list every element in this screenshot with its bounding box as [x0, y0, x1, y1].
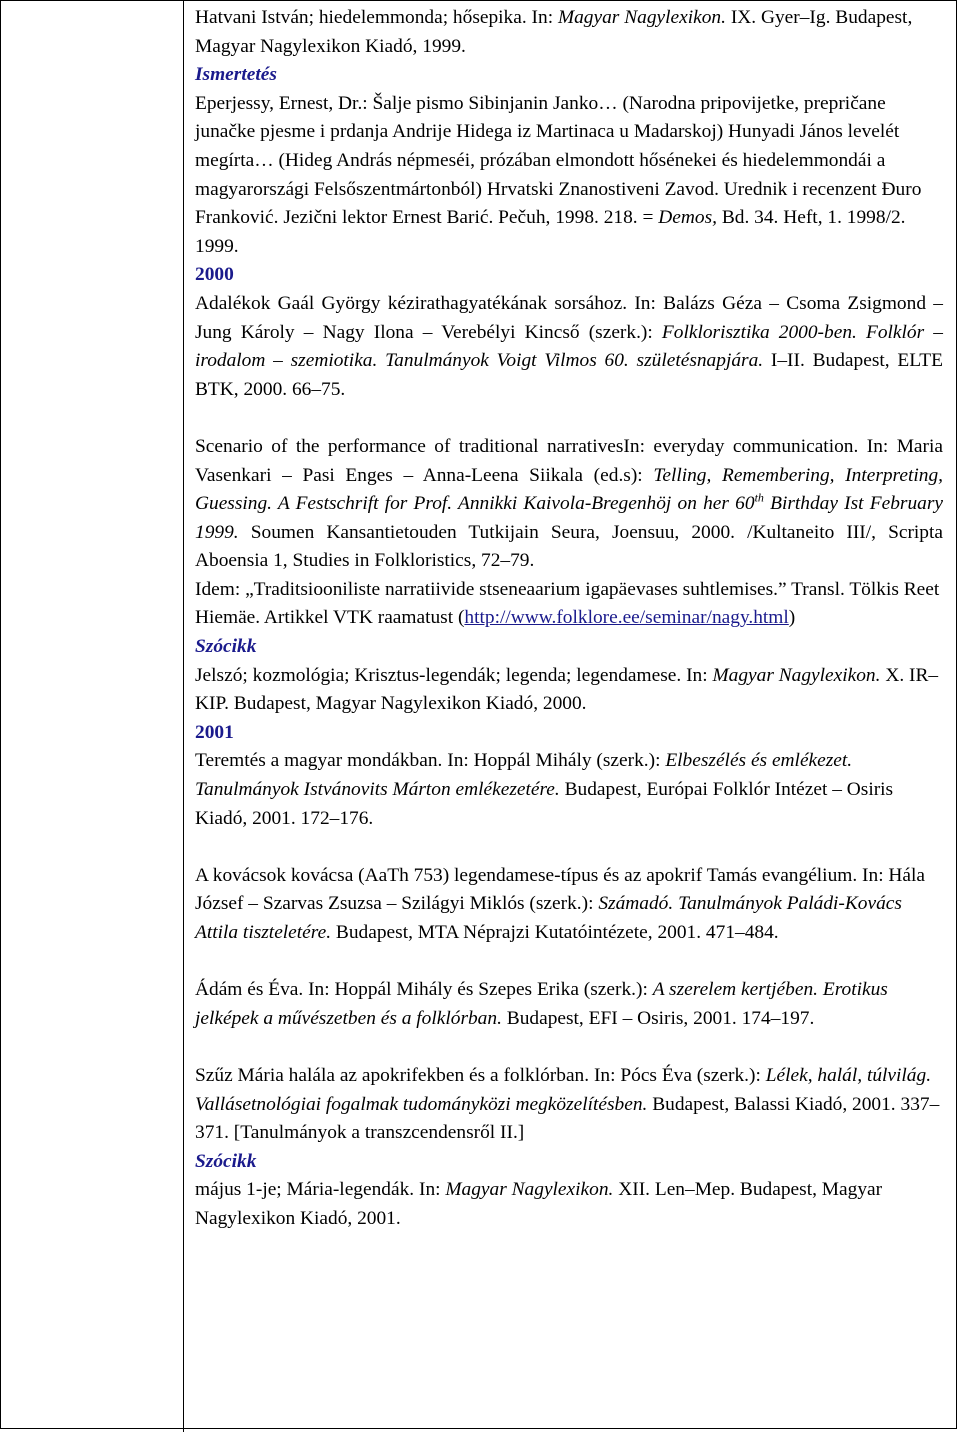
spacer — [195, 1033, 943, 1062]
folklore-link[interactable]: http://www.folklore.ee/seminar/nagy.html — [464, 607, 789, 629]
entry-idem: Idem: „Traditsiooniliste narratiivide stseneaarium igapäevases suhtlemises.” Transl. Tölkis Reet Hiemäe. Artikkel VTK raamatust (http://www.folklore.ee/seminar/nagy.html) — [195, 578, 940, 629]
heading-szocikk-1: Szócikk — [195, 636, 257, 658]
entry-kovacsok: A kovácsok kovácsa (AaTh 753) legendamese-típus és az apokrif Tamás evangélium. In: Hála József – Szarvas Zsuzsa – Szilágyi Miklós (szerk.): Számadó. Tanulmányok Paládi-Kovács Attila tiszteletére. Budapest, MTA Néprajzi Kutatóintézete, 2001. 471–484. — [195, 864, 926, 943]
column-divider — [183, 0, 184, 1432]
heading-ismertetes: Ismertetés — [195, 64, 277, 86]
entry-teremtes: Teremtés a magyar mondákban. In: Hoppál Mihály (szerk.): Elbeszélés és emlékezet. Tanulmányok Istvánovits Márton emlékezetére. Budapest, Európai Folklór Intézet – Osiris Kiadó, 2001. 172–176. — [195, 750, 894, 829]
entry-hatvani: Hatvani István; hiedelemmonda; hősepika. In: Magyar Nagylexikon. IX. Gyer–Ig. Budapest, Magyar Nagylexikon Kiadó, 1999. — [195, 7, 913, 57]
spacer — [195, 833, 943, 862]
bibliography-column — [195, 4, 943, 1234]
entry-scenario: Scenario of the performance of traditional narrativesIn: everyday communication. In: Maria Vasenkari – Pasi Enges – Anna-Leena Siikala (ed.s): Telling, Remembering, Interpreting, Guessing. A Festschrift for Prof. Annikki Kaivola-Bregenhöj on her 60th Birthday Ist February 1999. Soumen Kansantietouden Tutkijain Seura, Joensuu, 2000. /Kultaneito III/, Scripta Aboensia 1, Studies in Folkloristics, 72–79. — [195, 435, 944, 572]
heading-year-2000: 2000 — [195, 264, 234, 286]
spacer — [195, 404, 943, 433]
spacer — [195, 948, 943, 977]
entry-eperjessy: Eperjessy, Ernest, Dr.: Šalje pismo Sibinjanin Janko… (Narodna pripovijetke, prepričane junačke pjesme i prdanja Andrije Hidega iz Martinaca u Madarskoj) Hunyadi János levelét megírta… (Hideg András népmeséi, prózában elmondott hősénekei és hiedelemmondái a magyarországi Felsőszentmártonból) Hrvatski Znanostiveni Zavod. Urednik i recenzent Đuro Franković. Jezični lektor Ernest Barić. Pečuh, 1998. 218. = Demos, Bd. 34. Heft, 1. 1998/2. 1999. — [195, 92, 922, 257]
entry-adam-es-eva: Ádám és Éva. In: Hoppál Mihály és Szepes Erika (szerk.): A szerelem kertjében. Erotikus jelképek a művészetben és a folklórban. Budapest, EFI – Osiris, 2001. 174–197. — [195, 979, 888, 1029]
entry-jelszo: Jelszó; kozmológia; Krisztus-legendák; legenda; legendamese. In: Magyar Nagylexikon. X. IR–KIP. Budapest, Magyar Nagylexikon Kiadó, 2000. — [195, 664, 939, 715]
entry-majus: május 1-je; Mária-legendák. In: Magyar Nagylexikon. XII. Len–Mep. Budapest, Magyar Nagylexikon Kiadó, 2001. — [195, 1179, 883, 1229]
entry-adalekok: Adalékok Gaál György kézirathagyatékának sorsához. In: Balázs Géza – Csoma Zsigmond – Jung Károly – Nagy Ilona – Verebélyi Kincső (szerk.): Folklorisztika 2000-ben. Folklór – irodalom – szemiotika. Tanulmányok Voigt Vilmos 60. születésnapjára. I–II. Budapest, ELTE BTK, 2000. 66–75. — [195, 292, 944, 400]
heading-year-2001: 2001 — [195, 721, 234, 743]
entry-szuz-maria: Szűz Mária halála az apokrifekben és a folklórban. In: Pócs Éva (szerk.): Lélek, halál, túlvilág. Vallásetnológiai fogalmak tudományközi megközelítésben. Budapest, Balassi Kiadó, 2001. 337–371. [Tanulmányok a transzcendensről II.] — [195, 1064, 940, 1144]
heading-szocikk-2: Szócikk — [195, 1150, 257, 1172]
